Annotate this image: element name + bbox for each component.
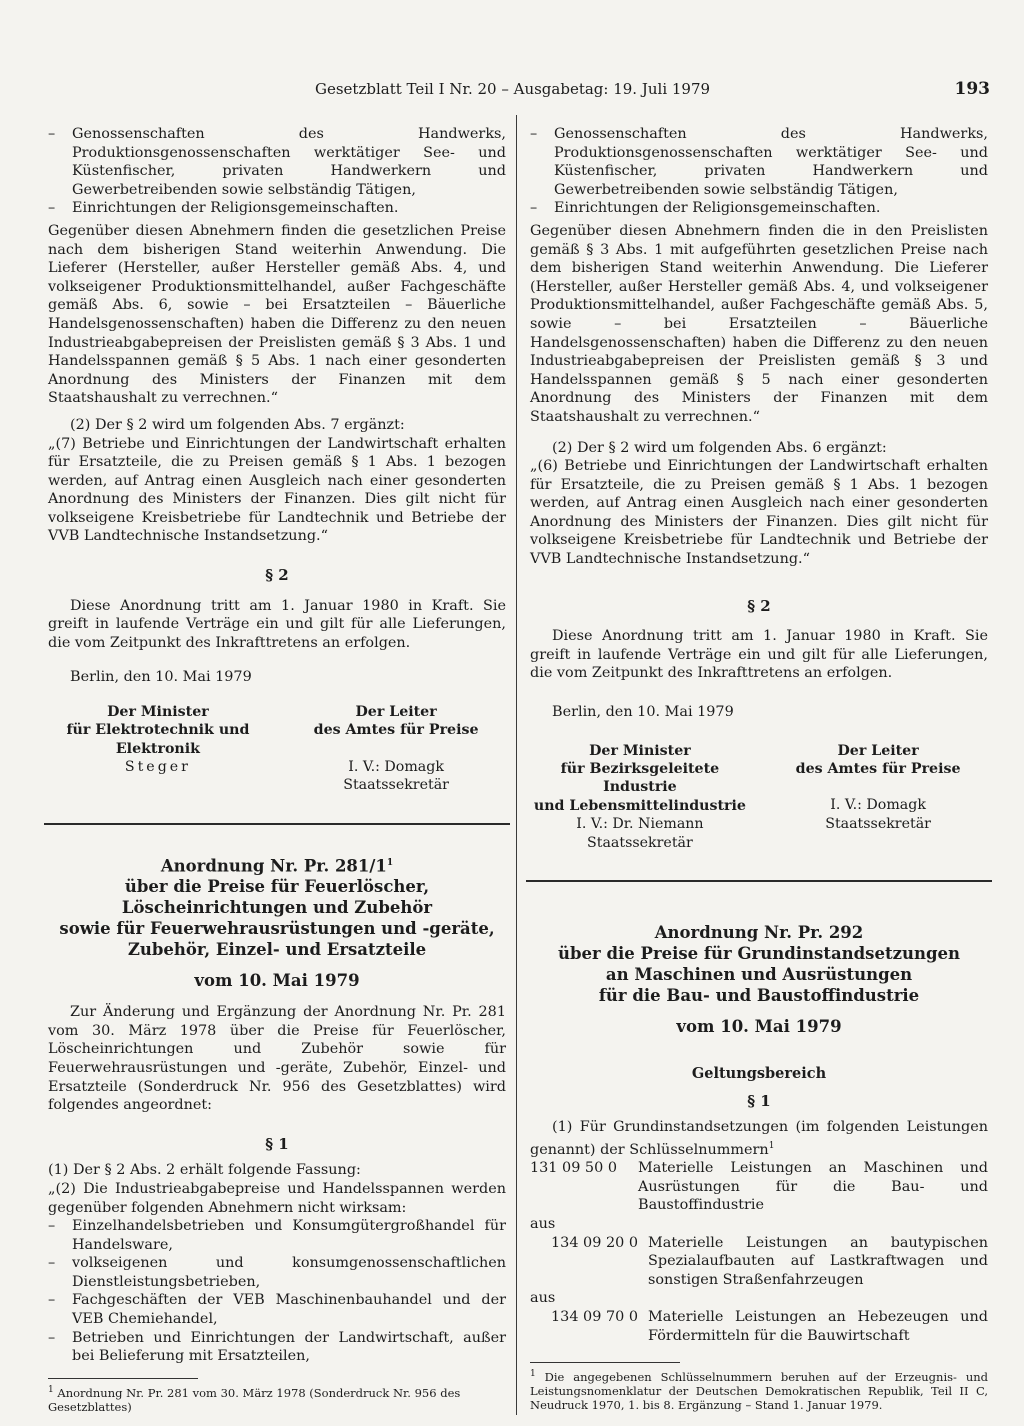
left-column [48, 125, 506, 1366]
paragraph: Gegenüber diesen Abnehmern finden die gesetzlichen Preise nach dem bisherigen Stand weiterhin Anwendung. Die Lieferer (Hersteller, außer Hersteller gemäß Abs. 4, und volkseigener Produktionsmittelhandel, außer Fachgeschäfte gemäß Abs. 6, sowie – bei Ersatzteilen – Bäuerliche Handelsgenossenschaften) haben die Differenz zu den neuen Industrieabgabepreisen der Preislisten gemäß § 3 Abs. 1 und Handelsspannen gemäß § 5 Abs. 1 nach einer gesonderten Anordnung des Ministers der Finanzen mit dem Staatshaushalt zu verrechnen.“ [48, 222, 506, 407]
list-item: – Einrichtungen der Religionsgemeinschaften. [530, 200, 881, 217]
signature-block [530, 742, 988, 852]
page-number: 193 [954, 79, 990, 99]
list-item: – Einrichtungen der Religionsgemeinschaften. [48, 200, 399, 217]
scope-heading: Geltungsbereich [691, 1065, 827, 1083]
section-heading: § 1 [747, 1091, 771, 1110]
code-row: 134 09 20 0 Materielle Leistungen an bautypischen Spezialaufbauten auf Lastkraftwagen und sonstigen Straßenfahrzeugen [551, 1234, 988, 1288]
list-item: – Genossenschaften des Handwerks, Produktionsgenossenschaften werktätiger See- und Küstenfischer, privaten Handwerkern und Gewerbetreibenden sowie selbständig Tätigen, [48, 126, 506, 198]
paragraph: Zur Änderung und Ergänzung der Anordnung Nr. Pr. 281 vom 30. März 1978 über die Preise für Feuerlöscher, Löscheinrichtungen und Zubehör sowie für Feuerwehrausrüstungen und -geräte, Zubehör, Einzel- und Ersatzteile (Sonderdruck Nr. 956 des Gesetzblattes) wird folgendes angeordnet: [48, 1004, 506, 1114]
signature-block [48, 703, 506, 795]
order-title: Anordnung Nr. Pr. $281/1^1$ über die Preise für Feuerlöscher, Löscheinrichtungen und Zubehör sowie für Feuerwehrausrüstungen und -geräte, Zubehör, Einzel- und Ersatzteile vom 10. Mai 1979 [59, 856, 495, 991]
signatory-left: Der Minister für Elektrotechnik und Elektronik Steger [66, 704, 250, 776]
signatory-right: Der Leiter des Amtes für Preise I. V.: Domagk Staatssekretär [795, 742, 961, 832]
signatory-left: Der Minister für Bezirksgeleitete Industrie und Lebensmittelindustrie I. V.: Dr. Niemann Staatssekretär [533, 742, 746, 851]
place-date: Berlin, den 10. Mai 1979 [552, 704, 734, 721]
code-row: 131 09 50 0 Materielle Leistungen an Maschinen und Ausrüstungen für die Bau- und Baustoffindustrie [530, 1160, 988, 1214]
section-heading: § 1 [265, 1134, 289, 1153]
right-column [530, 125, 988, 1345]
header-title: Gesetzblatt Teil I Nr. 20 – Ausgabetag: 19. Juli 1979 [315, 80, 711, 98]
list-item: – Einzelhandelsbetrieben und Konsumgütergroßhandel für Handelsware, [48, 1218, 506, 1253]
paragraph: „(6) Betriebe und Einrichtungen der Landwirtschaft erhalten für Ersatzteile, die zu Preisen gemäß § 1 Abs. 1 bezogen werden, auf Antrag einen Ausgleich nach einer gesonderten Anordnung des Ministers der Finanzen. Dies gilt nicht für volkseigene Kreisbetriebe für Landtechnik und Betriebe der VVB Landtechnische Instandsetzung.“ [530, 458, 988, 568]
section-heading: § 2 [747, 596, 771, 615]
aus-label: aus [530, 1290, 556, 1307]
column-divider [516, 115, 517, 1415]
footnote-left: $^1$ Anordnung Nr. Pr. 281 vom 30. März 1978 (Sonderdruck Nr. 956 des Gesetzblattes) [48, 1378, 506, 1414]
paragraph: (1) Für Grundinstandsetzungen (im folgenden Leistungen genannt) der Schlüsselnummern$^1$ [530, 1119, 988, 1158]
place-date: Berlin, den 10. Mai 1979 [70, 669, 252, 686]
paragraph: (1) Der § 2 Abs. 2 erhält folgende Fassung: [48, 1162, 361, 1179]
section-heading: § 2 [265, 566, 289, 585]
order-title: Anordnung Nr. Pr. 292 über die Preise für Grundinstandsetzungen an Maschinen und Ausrüstungen für die Bau- und Baustoffindustrie vom 10. Mai 1979 [558, 923, 960, 1037]
aus-label: aus [530, 1216, 556, 1233]
list-item: – Betrieben und Einrichtungen der Landwirtschaft, außer bei Belieferung mit Ersatzteilen, [48, 1329, 506, 1365]
paragraph: „(7) Betriebe und Einrichtungen der Landwirtschaft erhalten für Ersatzteile, die zu Preisen gemäß § 1 Abs. 1 bezogen werden, auf Antrag einen Ausgleich nach einer gesonderten Anordnung des Ministers der Finanzen. Dies gilt nicht für volkseigene Kreisbetriebe für Landtechnik und Betriebe der VVB Landtechnische Instandsetzung.“ [48, 435, 506, 545]
paragraph: „(2) Die Industrieabgabepreise und Handelsspannen werden gegenüber folgenden Abnehmern nicht wirksam: [48, 1180, 506, 1216]
code-row: 134 09 70 0 Materielle Leistungen an Hebezeugen und Fördermitteln für die Bauwirtschaft [551, 1308, 988, 1344]
paragraph: Diese Anordnung tritt am 1. Januar 1980 in Kraft. Sie greift in laufende Verträge ein und gilt für alle Lieferungen, die vom Zeitpunkt des Inkrafttretens an erfolgen. [48, 597, 506, 651]
signatory-right: Der Leiter des Amtes für Preise I. V.: Domagk Staatssekretär [313, 704, 479, 794]
list-item: – volkseigenen und konsumgenossenschaftlichen Dienstleistungsbetrieben, [48, 1255, 506, 1290]
footnote-right: $^1$ Die angegebenen Schlüsselnummern beruhen auf der Erzeugnis- und Leistungsnomenklatur der Deutschen Demokratischen Republik, Teil II C, Neudruck 1970, 1. bis 8. Ergänzung – Stand 1. Januar 1979. [530, 1362, 988, 1412]
list-item: – Fachgeschäften der VEB Maschinenbauhandel und der VEB Chemiehandel, [48, 1292, 506, 1328]
paragraph: Diese Anordnung tritt am 1. Januar 1980 in Kraft. Sie greift in laufende Verträge ein und gilt für alle Lieferungen, die vom Zeitpunkt des Inkrafttretens an erfolgen. [530, 628, 988, 682]
page-header [40, 80, 990, 104]
paragraph: (2) Der § 2 wird um folgenden Abs. 6 ergänzt: [552, 439, 887, 456]
list-item: – Genossenschaften des Handwerks, Produktionsgenossenschaften werktätiger See- und Küstenfischer, privaten Handwerkern und Gewerbetreibenden sowie selbständig Tätigen, [530, 126, 988, 198]
paragraph: (2) Der § 2 wird um folgenden Abs. 7 ergänzt: [70, 416, 405, 433]
paragraph: Gegenüber diesen Abnehmern finden die in den Preislisten gemäß § 3 Abs. 1 mit aufgeführten gesetzlichen Preise nach dem bisherigen Stand weiterhin Anwendung. Die Lieferer (Hersteller, außer Hersteller gemäß Abs. 4, und volkseigener Produktionsmittelhandel, außer Fachgeschäfte gemäß Abs. 5, sowie – bei Ersatzteilen – Bäuerliche Handelsgenossenschaften) haben die Differenz zu den neuen Industrieabgabepreisen der Preislisten gemäß § 3 und Handelsspannen gemäß § 5 nach einer gesonderten Anordnung des Ministers der Finanzen mit dem Staatshaushalt zu verrechnen.“ [530, 222, 988, 425]
